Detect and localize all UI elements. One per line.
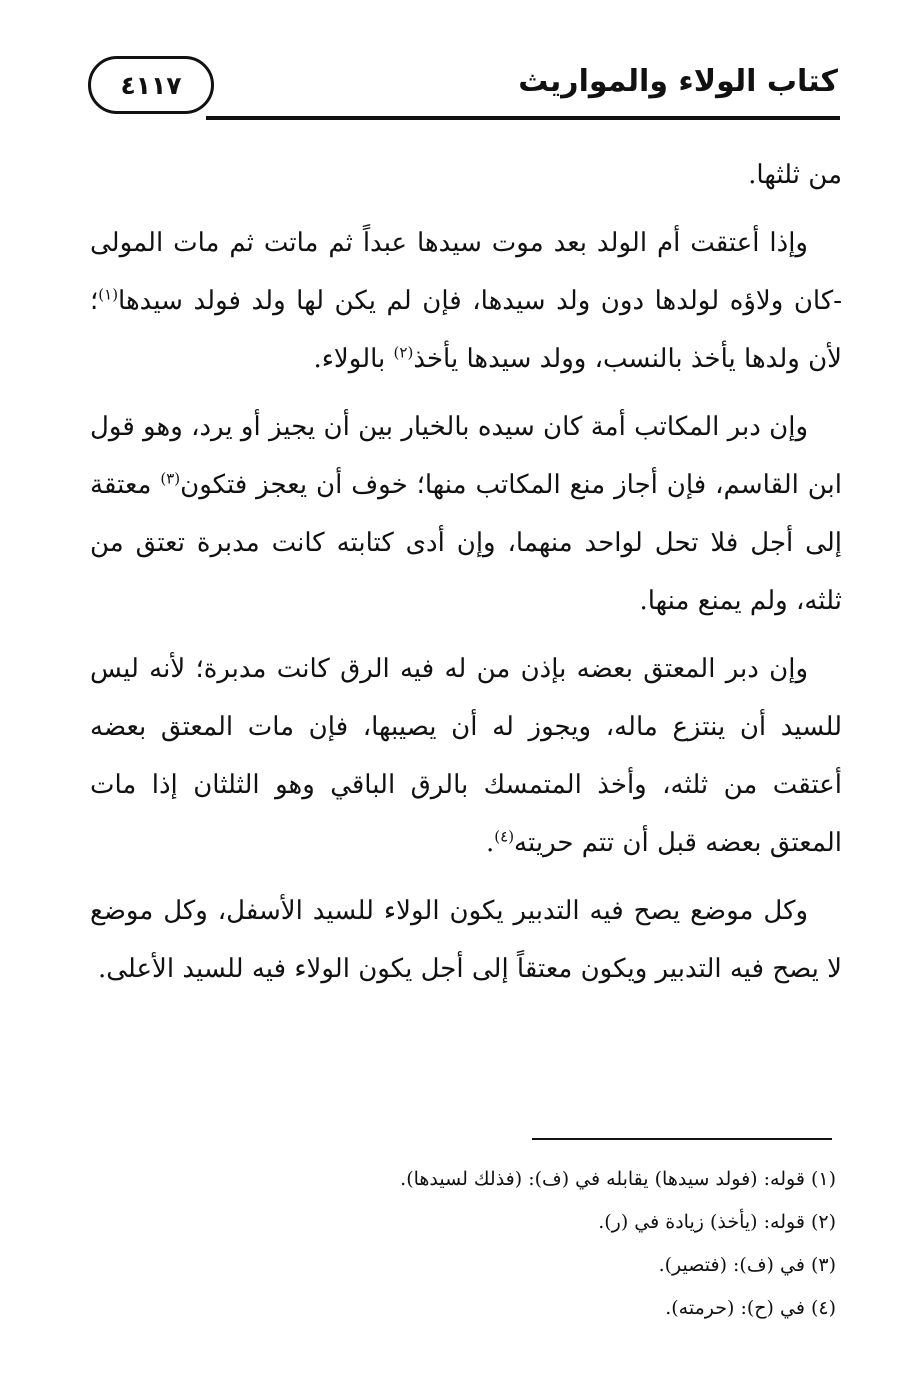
page-number: ٤١١٧: [88, 56, 214, 114]
footnote: (١) قوله: (فولد سيدها) يقابله في (ف): (فذلك لسيدها).: [400, 1168, 836, 1190]
footnote-separator: [532, 1138, 832, 1140]
paragraph-text: وكل موضع يصح فيه التدبير يكون الولاء للسيد الأسفل، وكل موضع لا يصح فيه التدبير ويكون معتقاً إلى أجل يكون الولاء فيه للسيد الأعلى.: [90, 896, 842, 984]
paragraph-text: وإذا أعتقت أم الولد بعد موت سيدها عبداً ثم ماتت ثم مات المولى -كان ولاؤه لولدها دون ولد سيدها، فإن لم يكن لها ولد فولد سيدها: [90, 228, 842, 316]
footnote-marker: (٣): [160, 469, 181, 488]
footnote: (٣) في (ف): (فتصير).: [658, 1254, 836, 1276]
main-text: [90, 146, 842, 1008]
paragraph-text: وإن دبر المكاتب أمة كان سيده بالخيار بين أن يجيز أو يرد، وهو قول ابن القاسم، فإن أجاز منع المكاتب منها؛ خوف أن يعجز فتكون: [90, 412, 843, 500]
paragraph-text: بالولاء.: [313, 344, 394, 374]
header-rule: [206, 116, 840, 120]
paragraph-text: من ثلثها.: [748, 160, 842, 190]
footnote-marker: (١): [98, 285, 119, 304]
page-header: [88, 48, 840, 128]
paragraph-text: معتقة إلى أجل فلا تحل لواحد منهما، وإن أدى كتابته كانت مدبرة تعتق من ثلثه، ولم يمنع منها.: [90, 470, 842, 616]
paragraph: [90, 146, 842, 204]
paragraph: [90, 398, 842, 630]
running-title: كتاب الولاء والمواريث: [518, 64, 838, 99]
footnote-marker: (٤): [494, 827, 515, 846]
footnote: (٤) في (ح): (حرمته).: [665, 1297, 836, 1319]
paragraph-text: .: [486, 828, 495, 858]
paragraph-text: وإن دبر المعتق بعضه بإذن من له فيه الرق كانت مدبرة؛ لأنه ليس للسيد أن ينتزع ماله، ويجوز له أن يصيبها، فإن مات المعتق بعضه أعتقت من ثلثه، وأخذ المتمسك بالرق الباقي وهو الثلثان إذا مات المعتق بعضه قبل أن تتم حريته: [90, 654, 842, 858]
footnote: (٢) قوله: (يأخذ) زيادة في (ر).: [598, 1211, 836, 1233]
paragraph: [90, 640, 842, 872]
footnote-marker: (٢): [393, 343, 414, 362]
paragraph: [90, 214, 842, 388]
paragraph-text: ؛ لأن ولدها يأخذ بالنسب، وولد سيدها يأخذ: [90, 286, 842, 374]
paragraph: [90, 882, 842, 998]
footnotes: [300, 1158, 836, 1330]
